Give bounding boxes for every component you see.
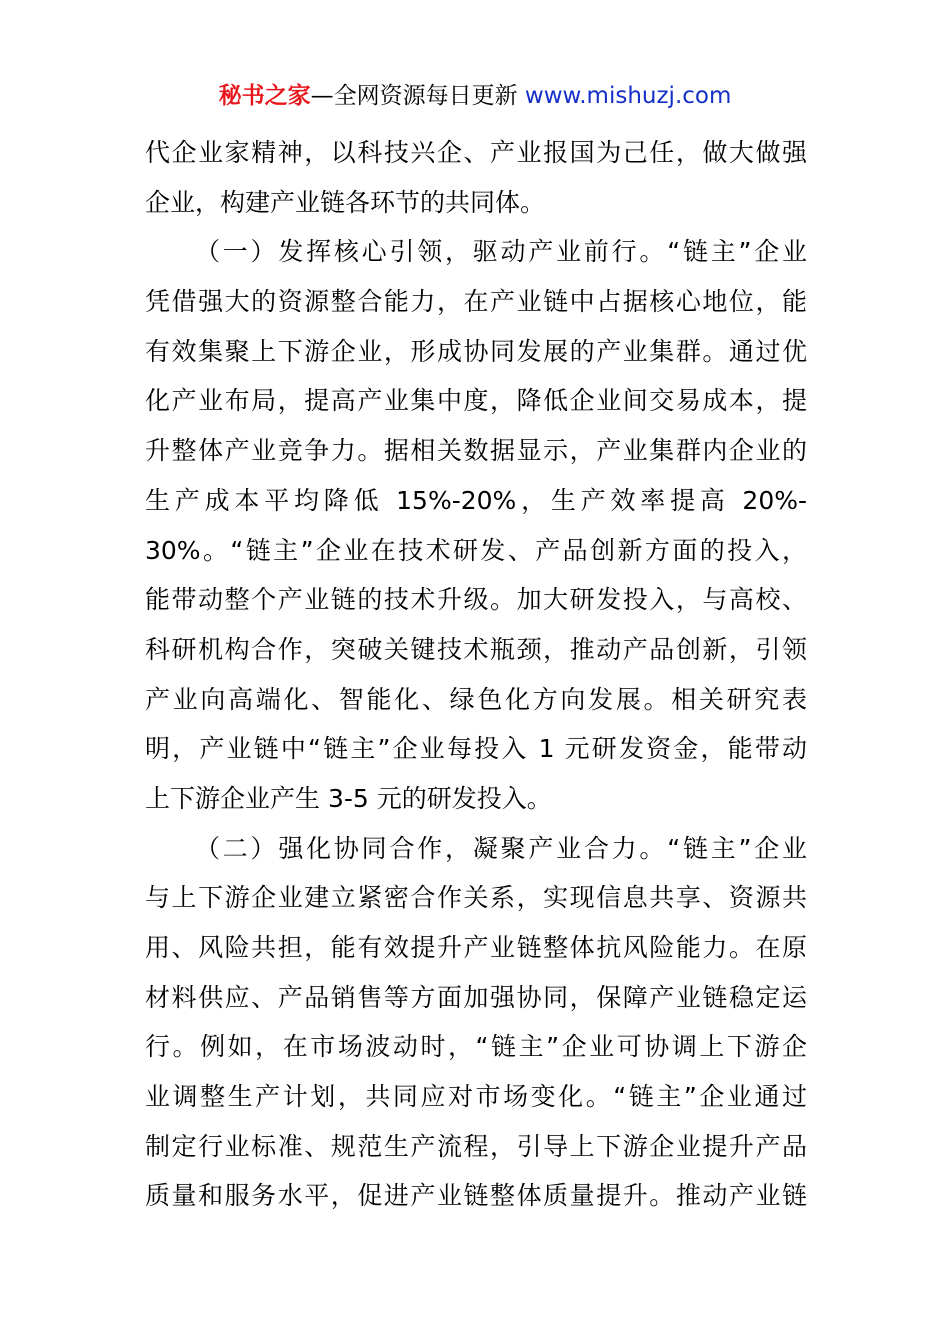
text-line: 凭借强大的资源整合能力，在产业链中占据核心地位，能 (145, 287, 807, 317)
text-line: 用、风险共担，能有效提升产业链整体抗风险能力。在原 (145, 933, 807, 962)
text-line: 化产业布局，提高产业集中度，降低企业间交易成本，提 (145, 386, 807, 416)
brand-name: 秘书之家 (218, 83, 311, 109)
section-heading-line: （一）发挥核心引领，驱动产业前行。“链主”企业 (195, 237, 807, 267)
text-line: 业调整生产计划，共同应对市场变化。“链主”企业通过 (145, 1082, 807, 1112)
text-line: 升整体产业竞争力。据相关数据显示，产业集群内企业的 (145, 436, 807, 466)
text-line: 制定行业标准、规范生产流程，引导上下游企业提升产品 (145, 1131, 807, 1161)
text-line: 产业向高端化、智能化、绿色化方向发展。相关研究表 (145, 684, 807, 714)
site-header (0, 78, 950, 114)
site-url-link[interactable]: www.mishuzj.com (524, 83, 732, 109)
text-line: 行。例如，在市场波动时，“链主”企业可协调上下游企 (145, 1032, 807, 1062)
text-line: 明，产业链中“链主”企业每投入 1 元研发资金，能带动 (145, 734, 807, 764)
document-body (145, 128, 807, 1221)
text-line: 30%。“链主”企业在技术研发、产品创新方面的投入， (145, 535, 807, 565)
text-line: 材料供应、产品销售等方面加强协同，保障产业链稳定运 (145, 982, 807, 1012)
header-tagline: —全网资源每日更新 (310, 83, 518, 109)
text-line: 能带动整个产业链的技术升级。加大研发投入，与高校、 (145, 585, 807, 615)
text-line: 企业，构建产业链各环节的共同体。 (145, 187, 546, 217)
section-heading-line: （二）强化协同合作，凝聚产业合力。“链主”企业 (195, 833, 807, 863)
text-line: 质量和服务水平，促进产业链整体质量提升。推动产业链 (145, 1181, 807, 1211)
text-line: 代企业家精神，以科技兴企、产业报国为己任，做大做强 (145, 138, 807, 167)
text-line: 与上下游企业建立紧密合作关系，实现信息共享、资源共 (145, 883, 807, 913)
text-line: 上下游企业产生 3-5 元的研发投入。 (145, 783, 552, 813)
text-line: 生产成本平均降低 15%-20%，生产效率提高 20%- (145, 485, 807, 515)
text-line: 科研机构合作，突破关键技术瓶颈，推动产品创新，引领 (145, 634, 807, 664)
text-line: 有效集聚上下游企业，形成协同发展的产业集群。通过优 (145, 336, 807, 366)
